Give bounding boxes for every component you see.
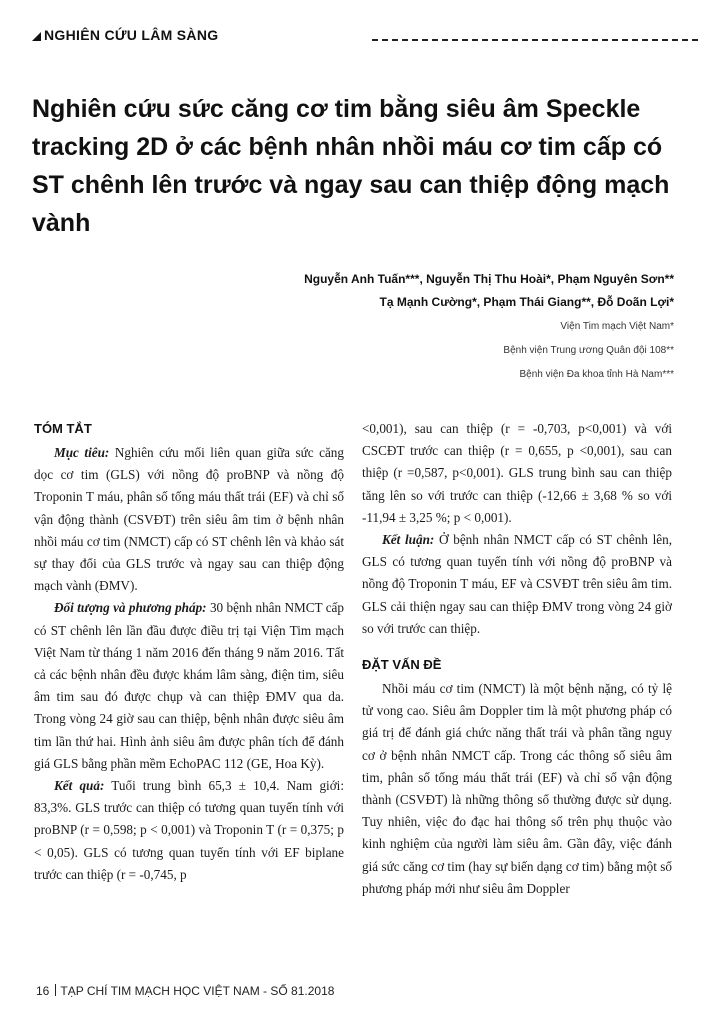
authors-line-2: Tạ Mạnh Cường*, Phạm Thái Giang**, Đỗ Doãn Lợi* [379, 295, 674, 309]
abstract-heading: TÓM TẮT [34, 421, 92, 436]
authors-line-1: Nguyễn Anh Tuấn***, Nguyễn Thị Thu Hoài*, Phạm Nguyên Sơn** [304, 272, 674, 286]
results-label: Kết quả: [54, 778, 105, 794]
author-list [114, 268, 674, 314]
affiliation-1: Viện Tim mạch Việt Nam* [560, 321, 674, 332]
header-dashed-rule [372, 39, 698, 41]
affiliations [274, 315, 674, 387]
objective-paragraph [34, 442, 344, 597]
objective-label: Mục tiêu: [54, 445, 110, 460]
page-number: 16 [36, 984, 50, 998]
intro-paragraph: Nhồi máu cơ tim (NMCT) là một bệnh nặng, có tỷ lệ tử vong cao. Siêu âm Doppler tim là một phương pháp có giá trị để đánh giá chức năng thất trái và phân tầng nguy cơ ở bệnh nhân NMCT cấp. Trong các thông số siêu âm tim, phân số tống máu thất trái (EF) và chỉ số vận động thành (CSVĐT) là những thông số thường được sử dụng. Tuy nhiên, việc đo đạc hai thông số trên phụ thuộc vào kinh nghiệm của người làm siêu âm. Gần đây, việc đánh giá sức căng cơ tim (hay sự biến dạng cơ tim) bằng một số phương pháp mới như siêu âm Doppler [362, 681, 672, 896]
methods-paragraph [34, 597, 344, 775]
methods-text: 30 bệnh nhân NMCT cấp có ST chênh lên lần đầu được điều trị tại Viện Tim mạch Việt Nam từ tháng 1 năm 2016 đến tháng 9 năm 2016. Tất cả các bệnh nhân đều được khám lâm sàng, điện tim, siêu âm tim sau đó được chụp và can thiệp ĐMV qua da. Trong vòng 24 giờ sau can thiệp, bệnh nhân được siêu âm tim lần thứ hai. Hình ảnh siêu âm được phân tích để đánh giá GLS bằng phần mềm EchoPAC 112 (GE, Hoa Kỳ). [34, 600, 344, 771]
conclusion-paragraph [362, 529, 672, 640]
objective-text: Nghiên cứu mối liên quan giữa sức căng dọc cơ tim (GLS) với nồng độ proBNP và nồng độ Troponin T máu, phân số tống máu thất trái (EF) và chỉ số vận động thành (CSVĐT) trên siêu âm tim ở bệnh nhân nhồi máu cơ tim (NMCT) cấp có ST chênh lên và khảo sát sự thay đổi của GLS trước và ngay sau can thiệp động mạch vành (ĐMV). [34, 445, 344, 594]
journal-name: TẠP CHÍ TIM MẠCH HỌC VIỆT NAM - SỐ 81.2018 [60, 984, 335, 998]
triangle-marker-icon [32, 32, 41, 41]
article-title: Nghiên cứu sức căng cơ tim bằng siêu âm Speckle tracking 2D ở các bệnh nhân nhồi máu cơ tim cấp có ST chênh lên trước và ngay sau can thiệp động mạch vành [32, 95, 670, 237]
page-footer [36, 984, 676, 998]
running-header [32, 26, 682, 52]
results-text: Tuổi trung bình 65,3 ± 10,4. Nam giới: 83,3%. GLS trước can thiệp có tương quan tuyến tính với proBNP (r = 0,598; p < 0,001) và Troponin T (r = 0,375; p < 0,05). GLS có tương quan tuyến tính với EF biplane trước can thiệp (r = -0,745, p [34, 778, 344, 882]
results-paragraph [34, 775, 344, 886]
affiliation-3: Bệnh viện Đa khoa tỉnh Hà Nam*** [519, 369, 674, 380]
footer-separator [55, 984, 56, 996]
methods-label: Đối tượng và phương pháp: [54, 600, 207, 616]
affiliation-2: Bệnh viện Trung ương Quân đội 108** [503, 345, 674, 356]
section-label: NGHIÊN CỨU LÂM SÀNG [44, 27, 219, 43]
conclusion-label: Kết luận: [382, 532, 435, 548]
left-column [34, 418, 344, 886]
right-column [362, 418, 672, 900]
intro-heading: ĐẶT VẤN ĐỀ [362, 657, 442, 673]
results-continued: <0,001), sau can thiệp (r = -0,703, p<0,001) và với CSCĐT trước can thiệp (r = 0,655, p <0,001), sau can thiệp (r =0,587, p<0,001). GLS trung bình sau can thiệp tăng lên so với trước can thiệp (-12,66 ± 3,68 % so với -11,94 ± 3,25 %; p < 0,001). [362, 421, 672, 525]
conclusion-text: Ở bệnh nhân NMCT cấp có ST chênh lên, GLS có tương quan tuyến tính với nồng độ proBNP và nồng độ Troponin T máu, EF và CSVĐT trên siêu âm tim. GLS cải thiện ngay sau can thiệp ĐMV trong vòng 24 giờ so với trước can thiệp. [362, 532, 672, 636]
